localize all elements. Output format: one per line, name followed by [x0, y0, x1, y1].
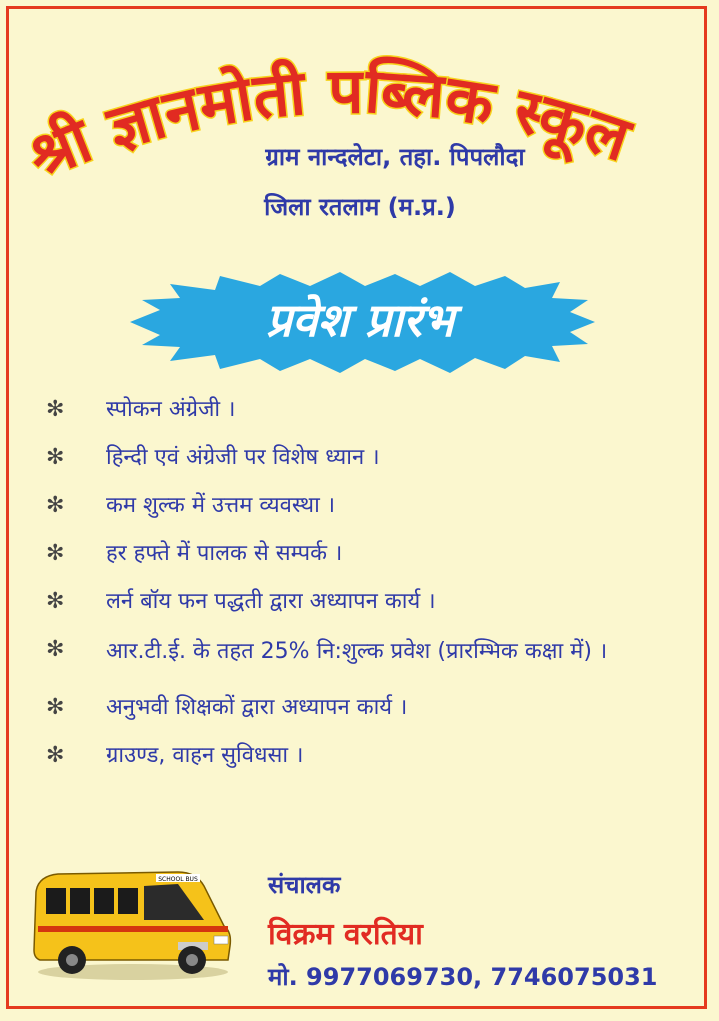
asterisk-icon: ✻: [46, 541, 65, 566]
bus-sign-text: SCHOOL BUS: [158, 876, 198, 883]
list-item: [40, 395, 690, 425]
director-label: संचालक: [268, 871, 341, 899]
asterisk-icon: ✻: [46, 397, 65, 422]
list-item: [40, 539, 690, 569]
feature-text: ग्राउण्ड, वाहन सुविधसा ।: [106, 743, 304, 768]
feature-text: स्पोकन अंग्रेजी ।: [106, 397, 236, 422]
address-line-1: ग्राम नान्दलेटा, तहा. पिपलौदा: [265, 143, 525, 171]
school-bus-image: [28, 862, 238, 982]
feature-text: लर्न बॉय फन पद्धती द्वारा अध्यापन कार्य ।: [106, 589, 436, 614]
asterisk-icon: ✻: [46, 445, 65, 470]
asterisk-icon: ✻: [46, 589, 65, 614]
feature-text: कम शुल्क में उत्तम व्यवस्था ।: [106, 493, 336, 518]
asterisk-icon: ✻: [46, 637, 65, 662]
feature-text: हर हफ्ते में पालक से सम्पर्क ।: [106, 541, 343, 566]
list-item: [40, 693, 690, 723]
school-name-text: श्री ज्ञानमोती पब्लिक स्कूल: [18, 53, 639, 194]
list-item: [40, 443, 690, 473]
feature-text: अनुभवी शिक्षकों द्वारा अध्यापन कार्य ।: [106, 695, 408, 720]
director-name: विक्रम वरतिया: [268, 917, 423, 952]
asterisk-icon: ✻: [46, 743, 65, 768]
asterisk-icon: ✻: [46, 493, 65, 518]
list-item: [40, 635, 690, 675]
list-item: [40, 741, 690, 771]
list-item: [40, 491, 690, 521]
list-item: [40, 587, 690, 617]
asterisk-icon: ✻: [46, 695, 65, 720]
phone-numbers: मो. 9977069730, 7746075031: [268, 963, 658, 991]
admission-banner-text: प्रवेश प्रारंभ: [265, 293, 455, 347]
feature-list: [40, 395, 690, 789]
address-line-2: जिला रतलाम (म.प्र.): [264, 193, 456, 221]
feature-text: हिन्दी एवं अंग्रेजी पर विशेष ध्यान ।: [106, 445, 380, 470]
feature-text: आर.टी.ई. के तहत 25% नि:शुल्क प्रवेश (प्रारम्भिक कक्षा में) ।: [106, 639, 608, 664]
